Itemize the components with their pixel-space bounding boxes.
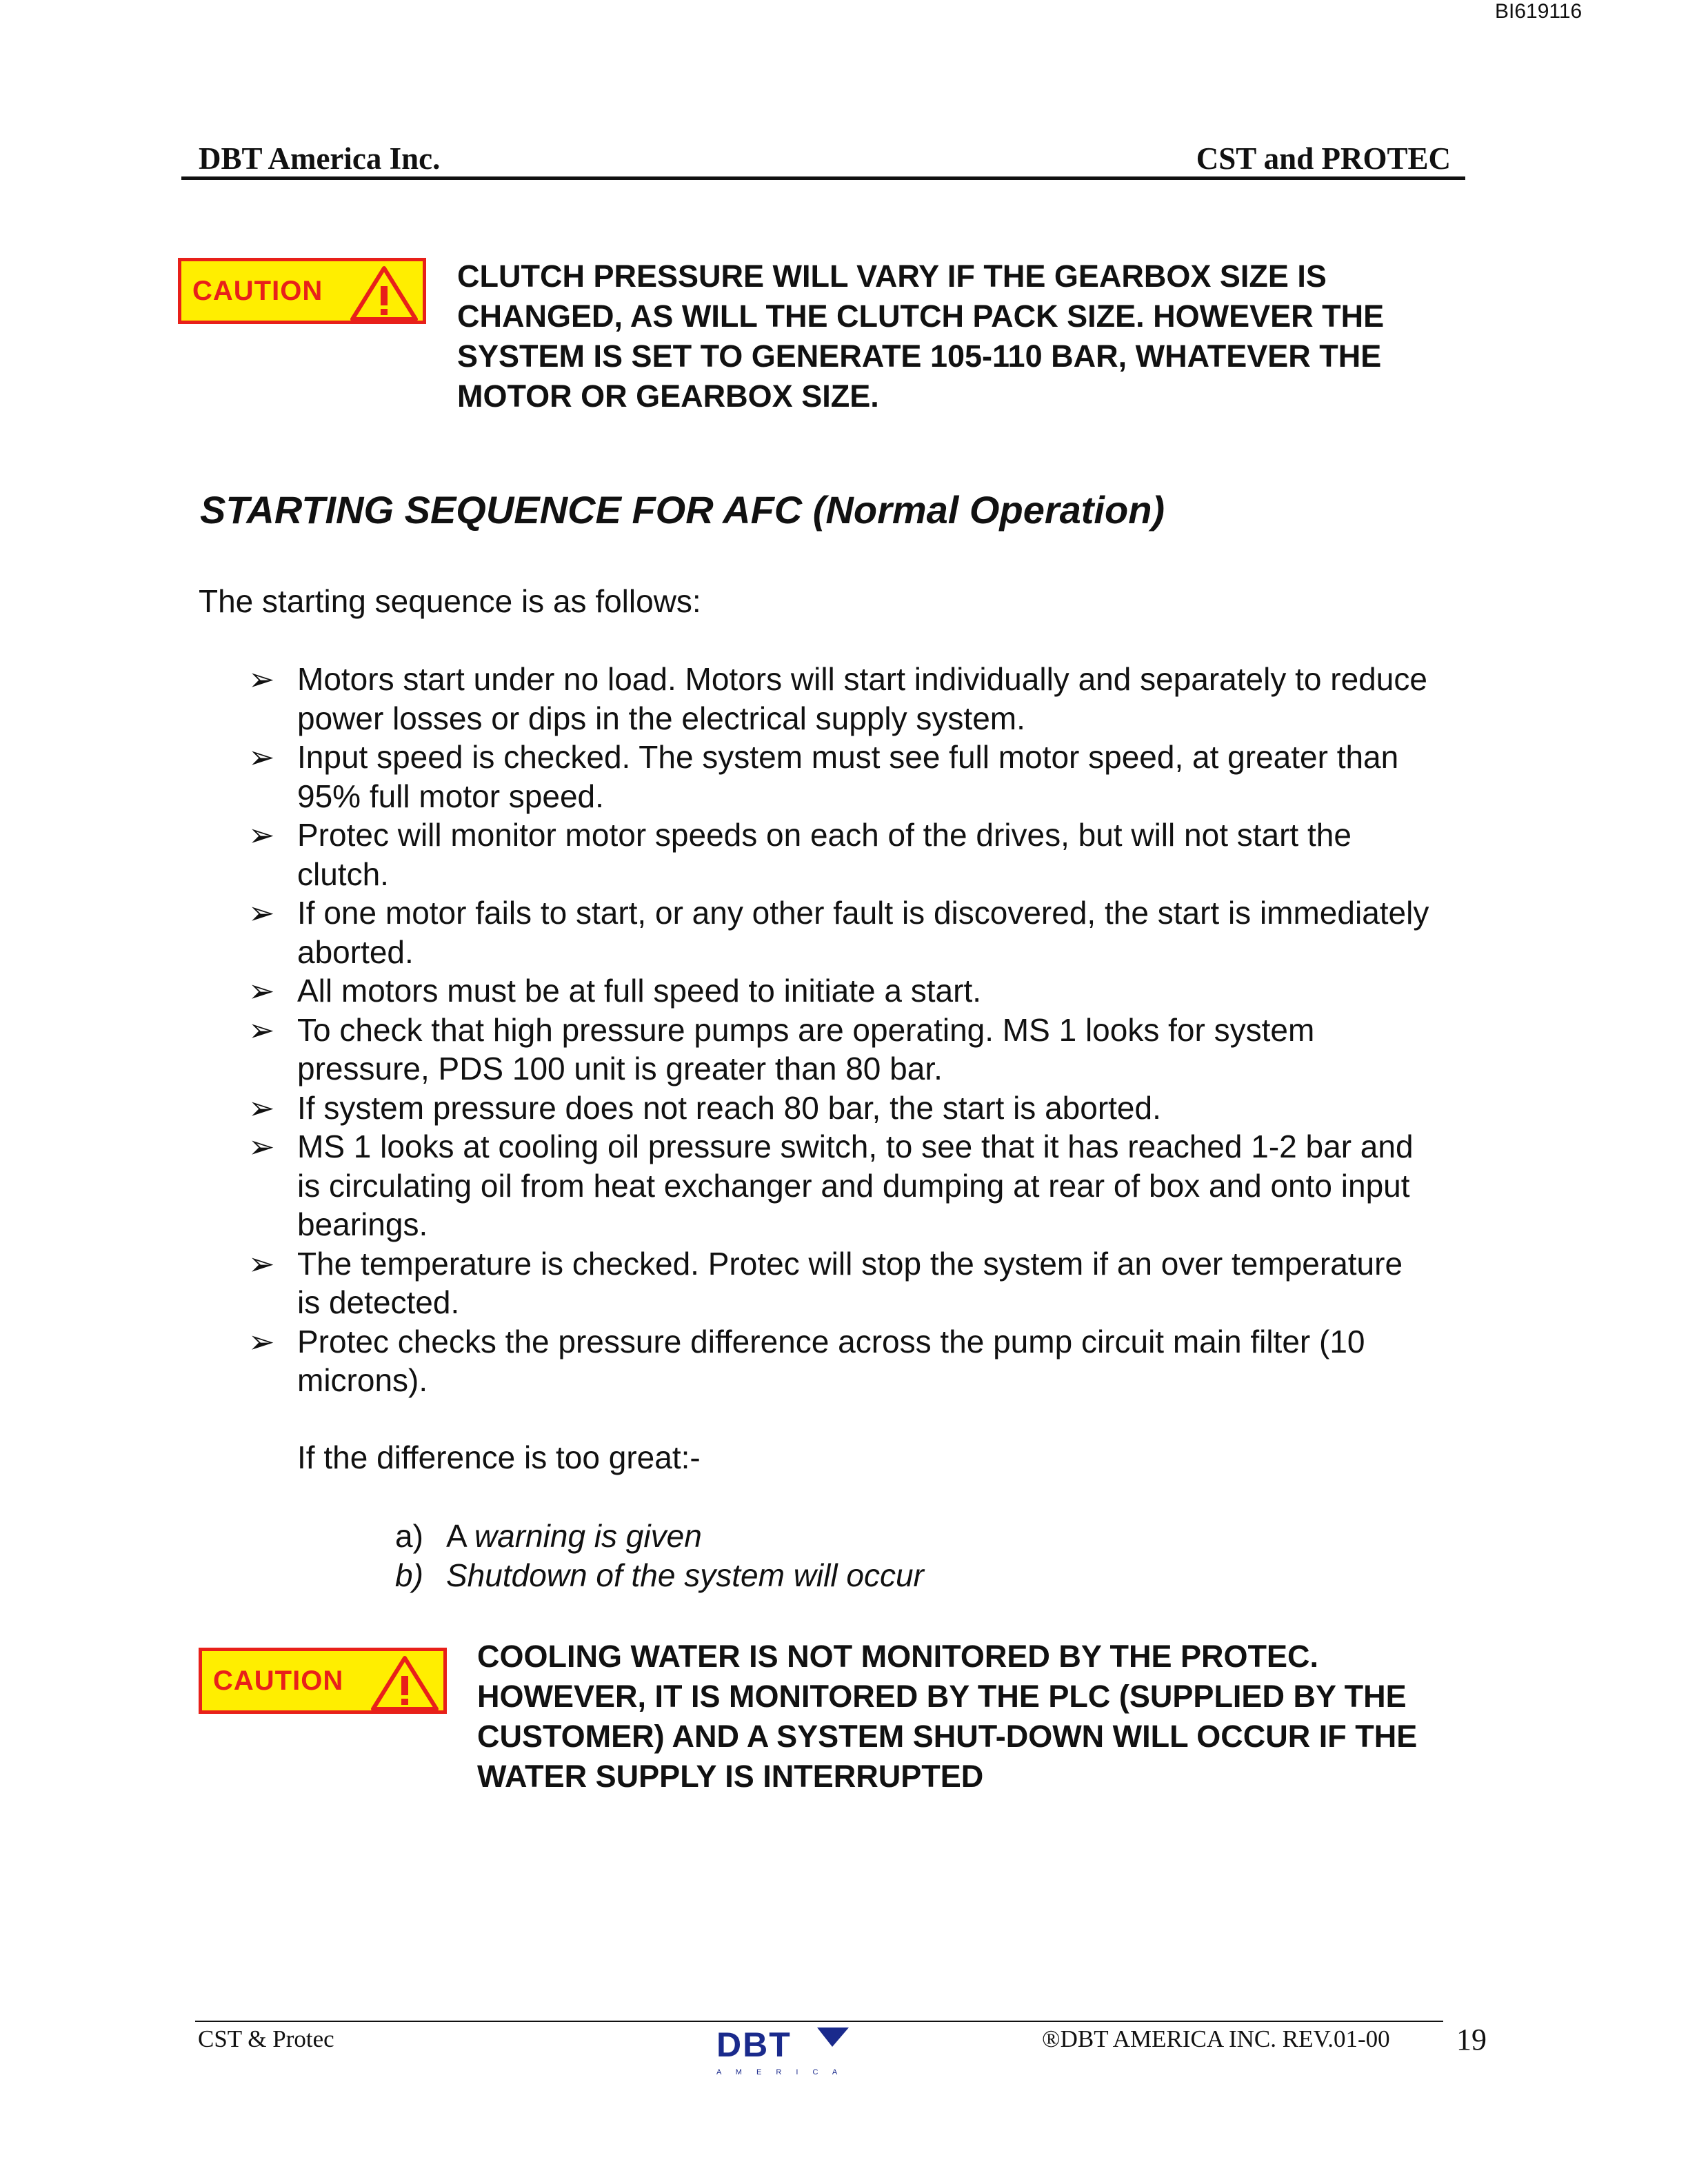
- arrow-bullet-icon: ➢: [248, 817, 275, 853]
- arrow-bullet-icon: ➢: [248, 1129, 275, 1164]
- arrow-bullet-icon: ➢: [248, 1089, 275, 1126]
- header-rule: [181, 176, 1465, 180]
- dbt-america-logo: [714, 2023, 852, 2079]
- arrow-bullet-icon: ➢: [248, 895, 275, 931]
- caution-message-1: [457, 256, 1384, 416]
- list-item: ➢ If one motor fails to start, or any other fault is discovered, the start is immediately aborted.: [248, 895, 1429, 970]
- caution-line: CHANGED, AS WILL THE CLUTCH PACK SIZE. HOWEVER THE: [457, 299, 1385, 334]
- list-item: ➢ Protec checks the pressure difference across the pump circuit main filter (10 microns).: [248, 1323, 1365, 1398]
- caution-label: CAUTION: [192, 275, 323, 306]
- arrow-bullet-icon: ➢: [248, 1245, 275, 1282]
- caution-line: HOWEVER, IT IS MONITORED BY THE PLC (SUPPLIED BY THE: [477, 1679, 1407, 1714]
- list-item: ➢ All motors must be at full speed to initiate a start.: [199, 971, 1495, 1011]
- section-title: STARTING SEQUENCE FOR AFC (Normal Operation): [200, 488, 1165, 532]
- logo-subtext: A M E R I C A: [716, 2068, 844, 2076]
- caution-line: WATER SUPPLY IS INTERRUPTED: [477, 1759, 984, 1794]
- arrow-bullet-icon: ➢: [248, 1011, 275, 1048]
- intro-paragraph: The starting sequence is as follows:: [199, 583, 701, 619]
- logo-text: DBT: [716, 2025, 792, 2064]
- caution-line: SYSTEM IS SET TO GENERATE 105-110 BAR, WHATEVER THE: [457, 338, 1382, 374]
- list-item: ➢ If system pressure does not reach 80 bar, the start is aborted.: [199, 1089, 1495, 1128]
- list-item: ➢ The temperature is checked. Protec will stop the system if an over temperature is detected.: [248, 1245, 1403, 1320]
- arrow-bullet-icon: ➢: [248, 1323, 275, 1359]
- caution-badge: [199, 1648, 447, 1714]
- list-item: ➢ MS 1 looks at cooling oil pressure switch, to see that it has reached 1-2 bar and is circulating oil from heat exchanger and dumping at rear of box and onto input bearings.: [248, 1129, 1414, 1242]
- caution-line: CUSTOMER) AND A SYSTEM SHUT-DOWN WILL OCCUR IF THE: [477, 1719, 1418, 1754]
- header-company: DBT America Inc.: [199, 141, 441, 176]
- list-item: a) A warning is given: [395, 1517, 924, 1556]
- list-item: b) Shutdown of the system will occur: [395, 1556, 924, 1595]
- arrow-bullet-icon: ➢: [248, 739, 275, 775]
- sequence-list: [199, 660, 1495, 1400]
- list-item: ➢ Motors start under no load. Motors will start individually and separately to reduce power losses or dips in the electrical supply system.: [248, 661, 1427, 736]
- list-marker: a): [395, 1518, 423, 1554]
- caution-line: COOLING WATER IS NOT MONITORED BY THE PROTEC.: [477, 1639, 1319, 1674]
- header-title: CST and PROTEC: [1196, 141, 1451, 176]
- list-item: ➢ Input speed is checked. The system must see full motor speed, at greater than 95% full motor speed.: [248, 739, 1399, 814]
- caution-badge: [178, 258, 426, 324]
- caution-line: MOTOR OR GEARBOX SIZE.: [457, 378, 879, 414]
- caution-message-2: [477, 1637, 1417, 1797]
- arrow-bullet-icon: ➢: [248, 661, 275, 697]
- arrow-bullet-icon: ➢: [248, 973, 275, 1009]
- list-item: ➢ To check that high pressure pumps are operating. MS 1 looks for system pressure, PDS 100 unit is greater than 80 bar.: [248, 1011, 1315, 1086]
- list-item: ➢ Protec will monitor motor speeds on each of the drives, but will not start the clutch.: [248, 817, 1352, 892]
- footer-rule: [195, 2021, 1443, 2022]
- footer-left: CST & Protec: [198, 2025, 334, 2052]
- caution-line: CLUTCH PRESSURE WILL VARY IF THE GEARBOX SIZE IS: [457, 259, 1327, 294]
- logo-chevron-icon: [817, 2028, 849, 2047]
- warning-triangle-icon: [350, 265, 419, 322]
- caution-label: CAUTION: [213, 1665, 344, 1696]
- footer-copyright: ®DBT AMERICA INC. REV.01-00: [1042, 2025, 1390, 2052]
- outcome-list: [395, 1517, 924, 1595]
- document-id: BI619116: [1495, 0, 1582, 23]
- warning-triangle-icon: [370, 1655, 439, 1712]
- followup-paragraph: If the difference is too great:-: [297, 1439, 701, 1475]
- page-number: 19: [1456, 2023, 1487, 2056]
- list-marker: b): [395, 1557, 423, 1593]
